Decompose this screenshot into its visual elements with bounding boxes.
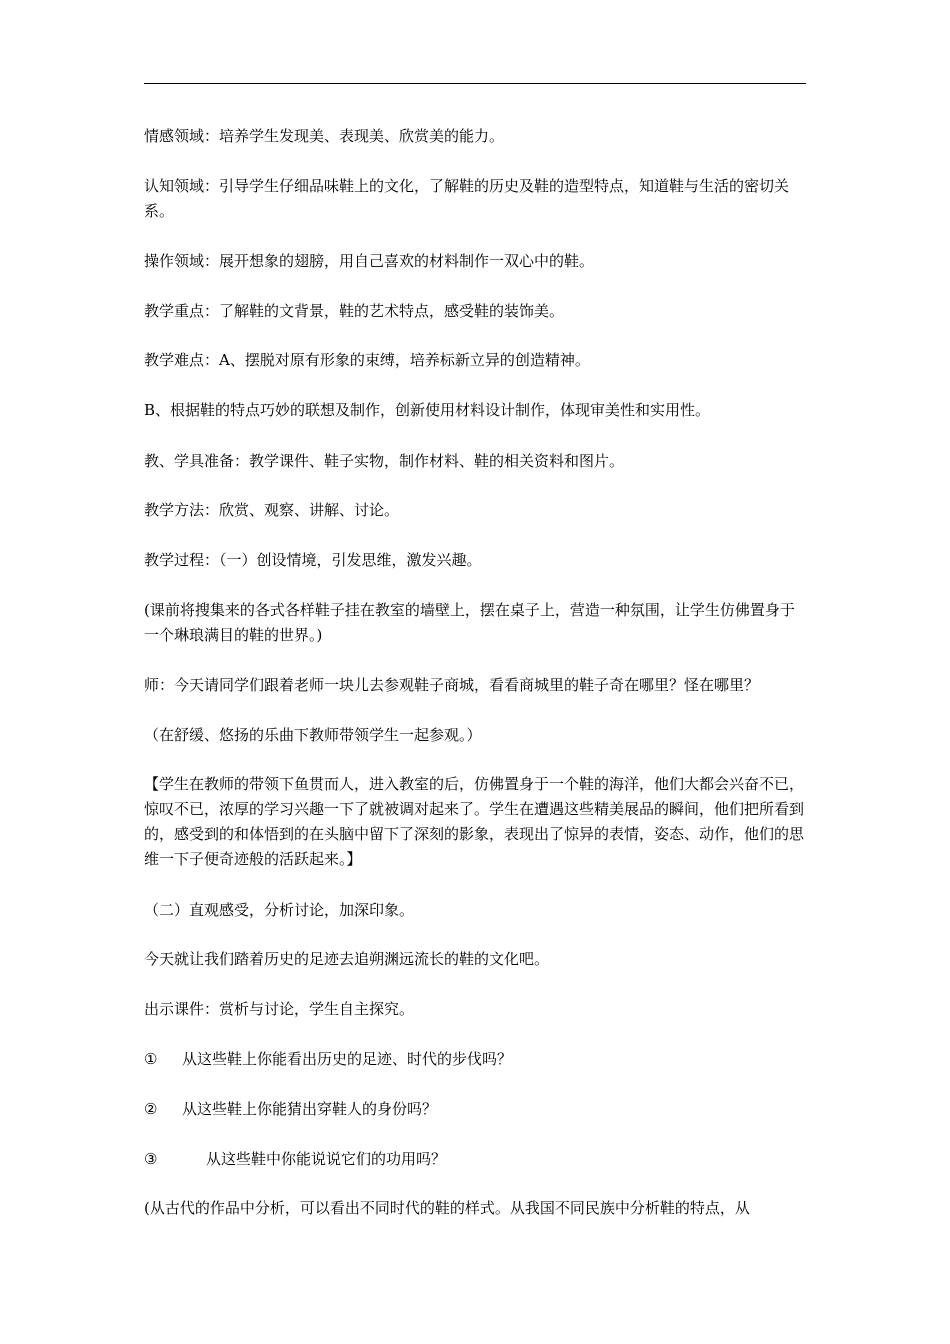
question-text: 从这些鞋上你能看出历史的足迹、时代的步伐吗？ bbox=[182, 1050, 513, 1068]
paragraph-visit-note: （在舒缓、悠扬的乐曲下教师带领学生一起参观。） bbox=[144, 726, 482, 744]
paragraph-difficulty-b: B、根据鞋的特点巧妙的联想及制作，创新使用材料设计制作，体现审美性和实用性。 bbox=[144, 401, 711, 419]
question-text: 从这些鞋中你能说说它们的功用吗？ bbox=[206, 1150, 447, 1168]
paragraph-analysis: (从古代的作品中分析，可以看出不同时代的鞋的样式。从我国不同民族中分析鞋的特点，从 bbox=[144, 1199, 750, 1217]
paragraph-history-intro: 今天就让我们踏着历史的足迹去追朔渊远流长的鞋的文化吧。 bbox=[144, 950, 550, 968]
paragraph-teacher-speech: 师：今天请同学们跟着老师一块儿去参观鞋子商城，看看商城里的鞋子奇在哪里？怪在哪里？ bbox=[144, 676, 760, 694]
paragraph-process-step-1: 教学过程：（一）创设情境，引发思维，激发兴趣。 bbox=[144, 551, 482, 569]
paragraph-student-reaction: 【学生在教师的带领下鱼贯而人，进入教室的后，仿佛置身于一个鞋的海洋，他们大都会兴奋不已，惊叹不已，浓厚的学习兴趣一下了就被调对起来了。学生在遭遇这些精美展品的瞬间，他们把所看到的，感受到的和体悟到的在头脑中留下了深刻的影象，表现出了惊异的表情，姿态、动作，他们的思维一下子便奇迹般的活跃起来。】 bbox=[144, 775, 805, 868]
paragraph-difficulty-a: 教学难点：A、摆脱对原有形象的束缚，培养标新立异的创造精神。 bbox=[144, 351, 590, 369]
paragraph-preparation: 教、学具准备：教学课件、鞋子实物，制作材料、鞋的相关资料和图片。 bbox=[144, 452, 625, 470]
question-item bbox=[144, 1097, 808, 1122]
paragraph-courseware: 出示课件：赏析与讨论，学生自主探究。 bbox=[144, 1000, 415, 1018]
header-rule bbox=[144, 83, 806, 84]
paragraph-operation-domain: 操作领域：展开想象的翅膀，用自己喜欢的材料制作一双心中的鞋。 bbox=[144, 252, 595, 270]
question-item bbox=[144, 1047, 808, 1072]
paragraph-affective-domain: 情感领域：培养学生发现美、表现美、欣赏美的能力。 bbox=[144, 127, 505, 145]
paragraph-methods: 教学方法：欣赏、观察、讲解、讨论。 bbox=[144, 501, 400, 519]
paragraph-pre-class-setup: (课前将搜集来的各式各样鞋子挂在教室的墙壁上，摆在桌子上，营造一种氛围，让学生仿佛置身于一个琳琅满目的鞋的世界。) bbox=[144, 601, 795, 644]
question-text: 从这些鞋上你能猜出穿鞋人的身份吗？ bbox=[182, 1100, 438, 1118]
question-number: ② bbox=[144, 1100, 158, 1118]
question-item bbox=[144, 1147, 808, 1172]
paragraph-cognitive-domain: 认知领域：引导学生仔细品味鞋上的文化，了解鞋的历史及鞋的造型特点，知道鞋与生活的密切关系。 bbox=[144, 177, 790, 220]
paragraph-key-points: 教学重点：了解鞋的文背景，鞋的艺术特点，感受鞋的装饰美。 bbox=[144, 302, 565, 320]
paragraph-process-step-2: （二）直观感受，分析讨论，加深印象。 bbox=[144, 901, 415, 919]
question-number: ③ bbox=[144, 1150, 158, 1168]
question-number: ① bbox=[144, 1050, 158, 1068]
